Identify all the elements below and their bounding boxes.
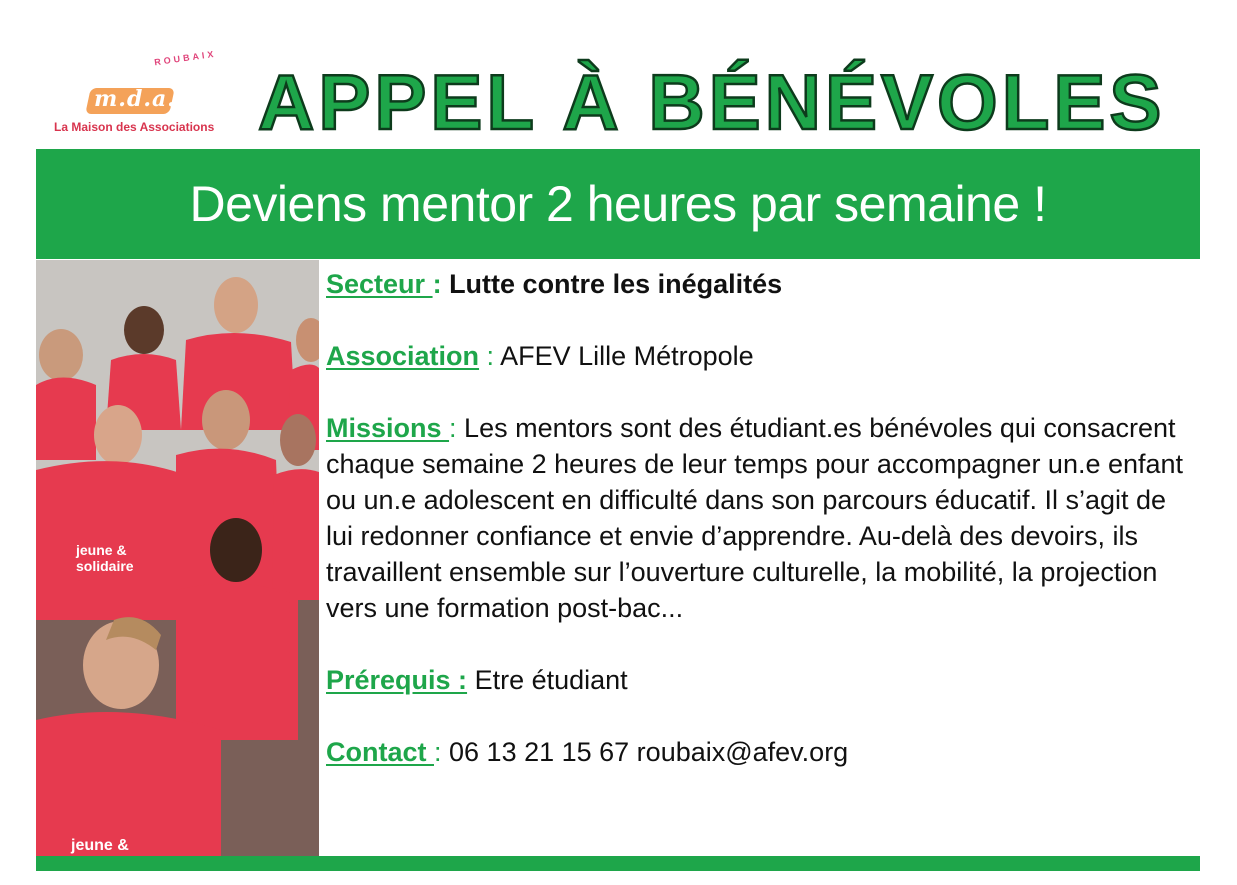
prerequis-value: Etre étudiant bbox=[467, 665, 628, 695]
main-title: APPEL À BÉNÉVOLES bbox=[258, 58, 1166, 146]
shirt-text-1: jeune & bbox=[76, 542, 127, 558]
secteur-line bbox=[326, 266, 1196, 302]
contact-sep: : bbox=[434, 737, 442, 767]
missions-label: Missions bbox=[326, 413, 450, 443]
logo-mark: m.d.a. bbox=[94, 86, 176, 112]
contact-label: Contact bbox=[326, 737, 434, 767]
secteur-sep: : bbox=[432, 269, 442, 299]
shirt-text-2: solidaire bbox=[76, 558, 134, 574]
volunteers-photo bbox=[36, 260, 319, 856]
logo-name: La Maison des Associations bbox=[54, 120, 215, 134]
logo bbox=[50, 50, 215, 142]
association-label: Association bbox=[326, 341, 480, 371]
contact-line bbox=[326, 734, 1196, 770]
association-line bbox=[326, 338, 1196, 374]
association-sep: : bbox=[479, 341, 495, 371]
contact-value: 06 13 21 15 67 roubaix@afev.org bbox=[441, 737, 849, 767]
secteur-value: Lutte contre les inégalités bbox=[441, 269, 783, 299]
prerequis-label: Prérequis : bbox=[326, 665, 468, 695]
subtitle-banner bbox=[36, 149, 1200, 259]
shirt-text-3: jeune & bbox=[71, 837, 129, 854]
missions-value: Les mentors sont des étudiant.es bénévoles qui consacrent chaque semaine 2 heures de leur temps pour accompagner un.e enfant ou un.e adolescent en difficulté dans son parcours éducatif. Il s’agit de lui redonner confiance et envie d’apprendre. Au-delà des devoirs, ils travaillent ensemble sur l’ouverture culturelle, la mobilité, la projection vers une formation post-bac... bbox=[326, 413, 1184, 623]
volunteers-photo-illustration bbox=[36, 260, 319, 856]
missions-line bbox=[326, 410, 1196, 626]
prerequis-line bbox=[326, 662, 1196, 698]
secteur-label: Secteur bbox=[326, 269, 433, 299]
bottom-bar bbox=[36, 856, 1200, 871]
logo-city: ROUBAIX bbox=[153, 48, 217, 68]
missions-sep: : bbox=[449, 413, 457, 443]
association-value: AFEV Lille Métropole bbox=[494, 341, 754, 371]
subtitle: Deviens mentor 2 heures par semaine ! bbox=[189, 176, 1047, 232]
details bbox=[326, 266, 1196, 770]
